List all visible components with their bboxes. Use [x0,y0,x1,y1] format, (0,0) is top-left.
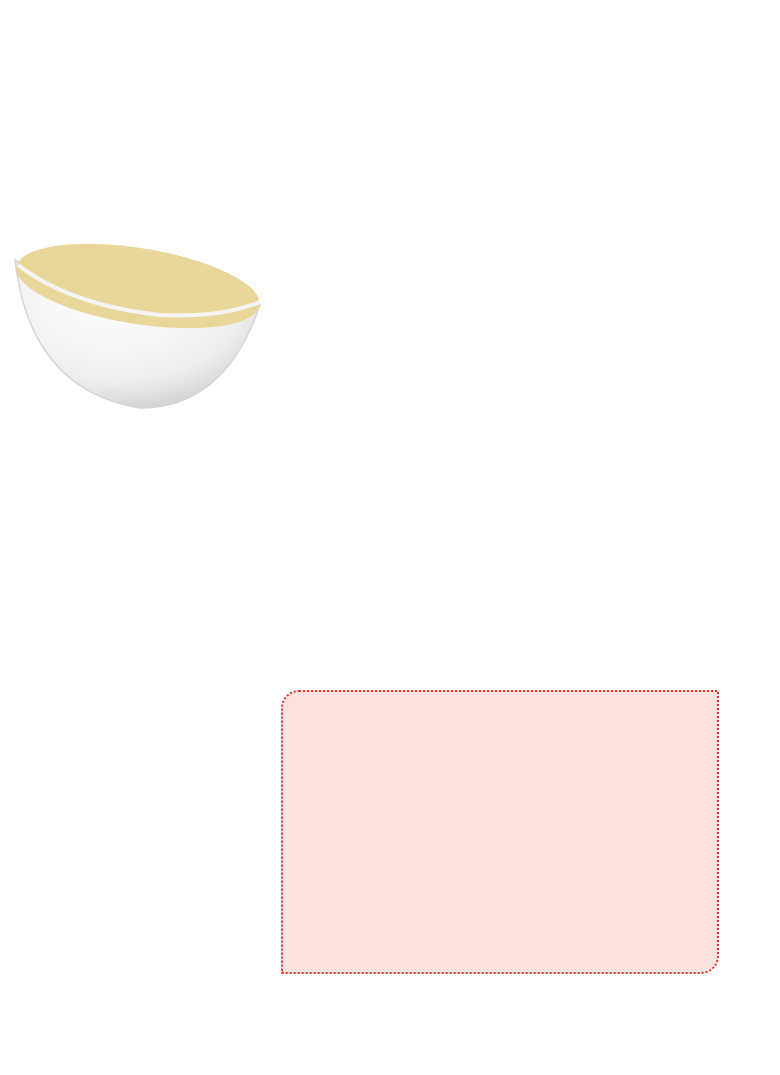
meal-plan-box [281,690,719,974]
article [280,68,728,72]
salad-bowl-icon [10,90,272,420]
